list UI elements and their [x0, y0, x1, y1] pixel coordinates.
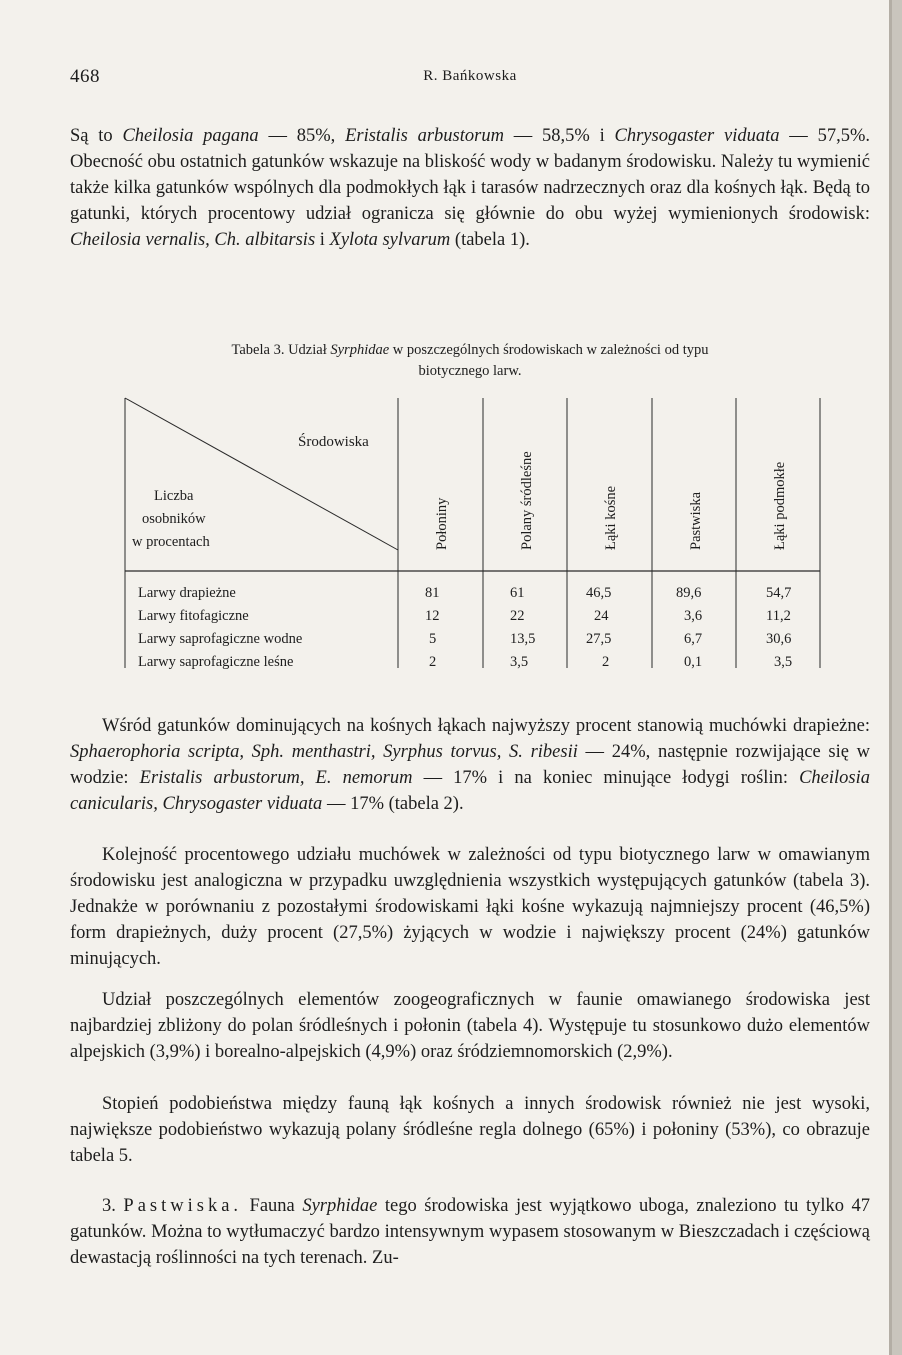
- col-header-poloniny: Połoniny: [434, 497, 450, 550]
- paragraph-5: Stopień podobieństwa między fauną łąk kośnych a innych środowisk również nie jest wysoki, największe podobieństwo wykazują polany śródleśne regla dolnego (65%) i połoniny (53%), co obrazuje tabela 5.: [70, 1094, 870, 1166]
- table-caption: Tabela 3. Udział Syrphidae w poszczególnych środowiskach w zależności od typu biotycznego larw.: [231, 342, 709, 379]
- cell: 3,6: [684, 608, 703, 624]
- cell: 81: [425, 585, 440, 601]
- cell: 46,5: [586, 585, 612, 601]
- col-header-polany: Polany śródleśne: [519, 451, 535, 550]
- paragraph-1: Są to Cheilosia pagana — 85%, Eristalis arbustorum — 58,5% i Chrysogaster viduata — 57,5%. Obecność obu ostatnich gatunków wskazuje na bliskość wody w badanym środowisku. Należy tu wymienić także kilka gatunków wspólnych dla podmokłych łąk i tarasów nadrzecznych oraz dla kośnych łąk. Będą to gatunki, których procentowy udział ogranicza się głównie do obu wyżej wymienionych środowisk: Cheilosia vernalis, Ch. albitarsis i Xylota sylvarum (tabela 1).: [70, 126, 870, 250]
- cell: 2: [602, 654, 610, 670]
- cell: 13,5: [510, 631, 536, 647]
- row-label: Larwy fitofagiczne: [138, 608, 249, 624]
- table-body: [138, 585, 792, 670]
- corner-label-line2: osobników: [142, 511, 206, 527]
- cell: 27,5: [586, 631, 612, 647]
- corner-top-label: Środowiska: [298, 434, 369, 450]
- section-heading-pastwiska: Pastwiska.: [123, 1196, 243, 1216]
- cell: 89,6: [676, 585, 702, 601]
- paragraph-3: Kolejność procentowego udziału muchówek w zależności od typu biotycznego larw w omawianym środowisku jest analogiczna w przypadku uwzględnienia wszystkich występujących gatunków (tabela 3). Jednakże w porównaniu z pozostałymi środowiskami łąki kośne wykazują najmniejszy procent (46,5%) form drapieżnych, duży procent (27,5%) żyjących w wodzie i największy procent (24%) gatunków minujących.: [70, 845, 870, 969]
- running-author: R. Bańkowska: [423, 68, 517, 84]
- corner-label-line1: Liczba: [154, 488, 194, 504]
- row-label: Larwy drapieżne: [138, 585, 236, 601]
- row-label: Larwy saprofagiczne leśne: [138, 654, 294, 670]
- cell: 2: [429, 654, 437, 670]
- col-header-laki-podmokle: Łąki podmokłe: [772, 461, 788, 550]
- cell: 54,7: [766, 585, 792, 601]
- cell: 6,7: [684, 631, 703, 647]
- cell: 5: [429, 631, 437, 647]
- page-number: 468: [70, 66, 100, 87]
- cell: 12: [425, 608, 440, 624]
- cell: 61: [510, 585, 525, 601]
- row-label: Larwy saprofagiczne wodne: [138, 631, 303, 647]
- corner-diagonal: [125, 398, 398, 550]
- cell: 24: [594, 608, 609, 624]
- cell: 3,5: [510, 654, 529, 670]
- corner-label-line3: w procentach: [132, 534, 210, 550]
- col-header-laki-kosne: Łąki kośne: [603, 485, 619, 550]
- col-header-pastwiska: Pastwiska: [688, 492, 704, 550]
- cell: 22: [510, 608, 525, 624]
- cell: 3,5: [774, 654, 793, 670]
- paragraph-6: 3. Pastwiska. Fauna Syrphidae tego środowiska jest wyjątkowo uboga, znaleziono tu tylko 47 gatunków. Można to wytłumaczyć bardzo intensywnym wypasem stosowanym w Bieszczadach i częściową dewastacją roślinności na tych terenach. Zu-: [70, 1196, 871, 1268]
- paragraph-2: Wśród gatunków dominujących na kośnych łąkach najwyższy procent stanowią muchówki drapieżne: Sphaerophoria scripta, Sph. menthastri, Syrphus torvus, S. ribesii — 24%, następnie rozwijające się w wodzie: Eristalis arbustorum, E. nemorum — 17% i na koniec minujące łodygi roślin: Cheilosia canicularis, Chrysogaster viduata — 17% (tabela 2).: [70, 716, 871, 814]
- paragraph-4: Udział poszczególnych elementów zoogeograficznych w faunie omawianego środowiska jest najbardziej zbliżony do polan śródleśnych i połonin (tabela 4). Występuje tu stosunkowo dużo elementów alpejskich (3,9%) i borealno-alpejskich (4,9%) oraz śródziemnomorskich (2,9%).: [70, 990, 870, 1062]
- cell: 0,1: [684, 654, 703, 670]
- cell: 11,2: [766, 608, 791, 624]
- cell: 30,6: [766, 631, 792, 647]
